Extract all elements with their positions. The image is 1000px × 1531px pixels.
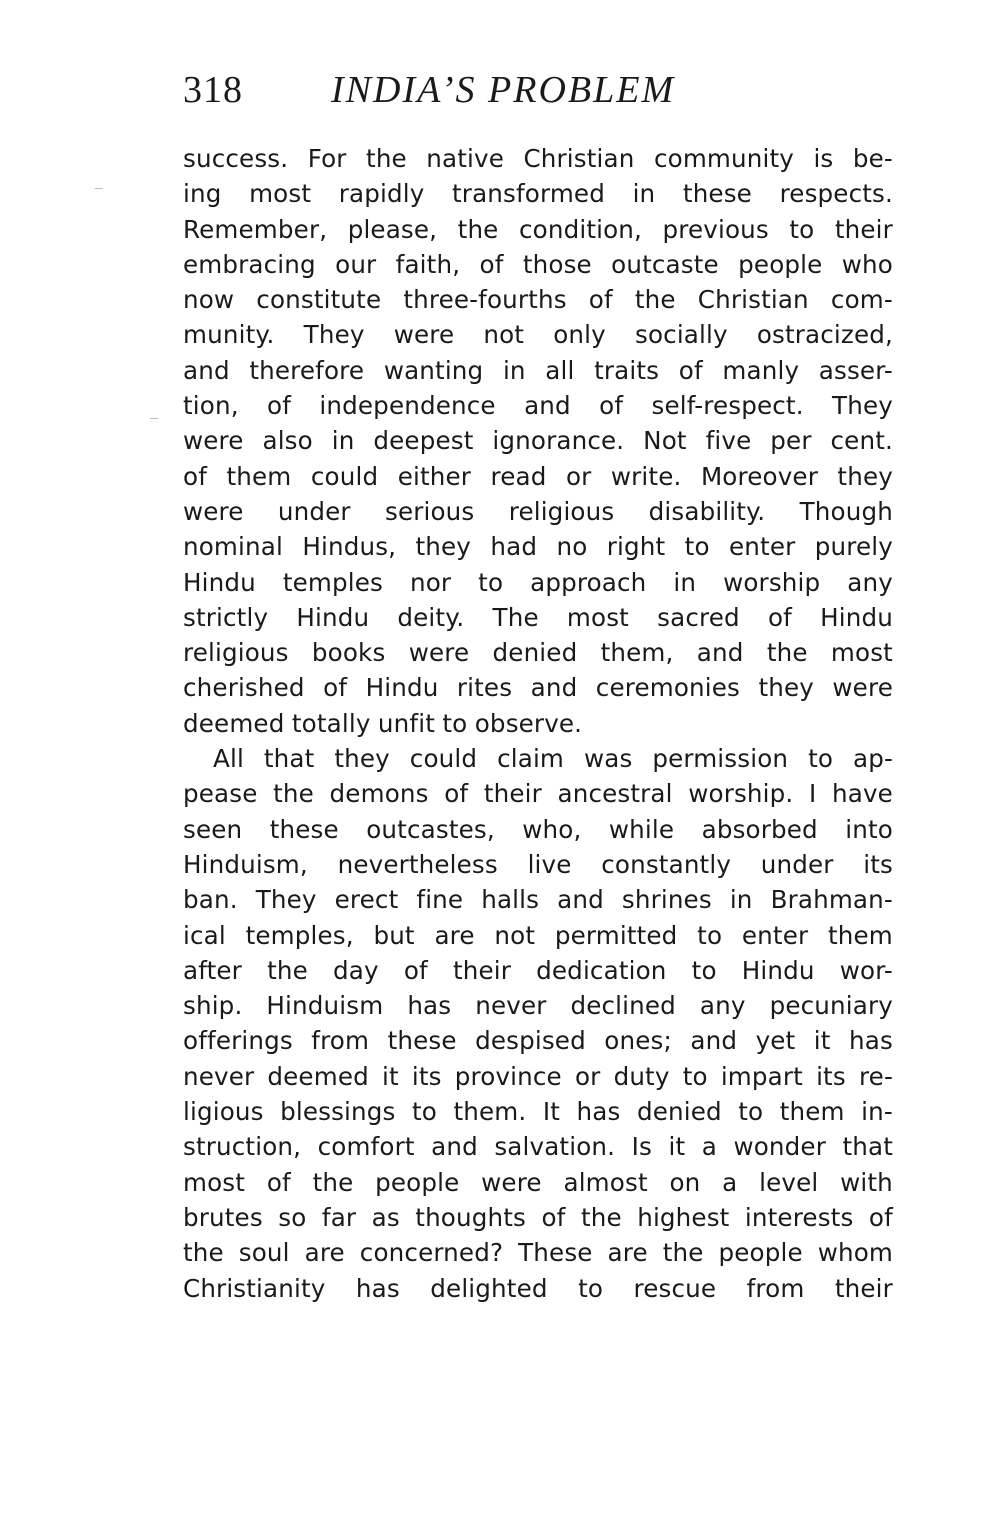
text-line: tion, of independence and of self-respect. They: [183, 391, 893, 421]
text-line: Hinduism, nevertheless live constantly under its: [183, 849, 893, 879]
text-line: strictly Hindu deity. The most sacred of Hindu: [183, 602, 893, 632]
text-line: ligious blessings to them. It has denied to them in-: [183, 1097, 893, 1127]
text-line: success. For the native Christian community is be-: [183, 144, 893, 173]
text-line: of them could either read or write. Moreover they: [183, 461, 893, 491]
text-line: the soul are concerned? These are the people whom: [183, 1238, 893, 1268]
text-line: and therefore wanting in all traits of manly asser-: [183, 355, 893, 385]
text-line: religious books were denied them, and the most: [183, 638, 893, 668]
margin-mark: [95, 188, 103, 189]
text-line: offerings from these despised ones; and yet it has: [183, 1026, 893, 1056]
page-header: [183, 68, 893, 118]
text-line: embracing our faith, of those outcaste people who: [183, 249, 893, 279]
running-title: INDIA’S PROBLEM: [331, 69, 676, 111]
text-line: were also in deepest ignorance. Not five per cent.: [183, 426, 893, 456]
text-line: nominal Hindus, they had no right to enter purely: [183, 532, 893, 562]
text-line: ban. They erect fine halls and shrines in Brahman-: [183, 885, 893, 915]
text-line: munity. They were not only socially ostracized,: [183, 320, 893, 350]
text-line: now constitute three-fourths of the Christian com-: [183, 285, 893, 315]
text-line: brutes so far as thoughts of the highest interests of: [183, 1202, 893, 1232]
text-line: most of the people were almost on a level with: [183, 1167, 893, 1197]
paragraph: [183, 741, 893, 1306]
margin-mark: [150, 418, 158, 419]
text-line: Hindu temples nor to approach in worship any: [183, 567, 893, 597]
text-line: ing most rapidly transformed in these respects.: [183, 179, 893, 209]
text-line: ship. Hinduism has never declined any pecuniary: [183, 991, 893, 1021]
text-line: Christianity has delighted to rescue from their: [183, 1273, 893, 1303]
text-line: never deemed it its province or duty to impart its re-: [183, 1061, 893, 1091]
body-text: [183, 141, 893, 1306]
paragraph: [183, 141, 893, 741]
text-line: after the day of their dedication to Hindu wor-: [183, 955, 893, 985]
text-line: pease the demons of their ancestral worship. I have: [183, 779, 893, 809]
page-number: 318: [183, 69, 243, 111]
text-line: deemed totally unfit to observe.: [183, 708, 583, 738]
text-line: All that they could claim was permission to ap-: [213, 744, 893, 774]
text-line: ical temples, but are not permitted to enter them: [183, 920, 893, 950]
text-line: Remember, please, the condition, previous to their: [183, 214, 893, 244]
text-line: seen these outcastes, who, while absorbed into: [183, 814, 893, 844]
text-line: struction, comfort and salvation. Is it a wonder that: [183, 1132, 893, 1162]
text-line: cherished of Hindu rites and ceremonies they were: [183, 673, 893, 703]
text-line: were under serious religious disability. Though: [183, 496, 893, 526]
